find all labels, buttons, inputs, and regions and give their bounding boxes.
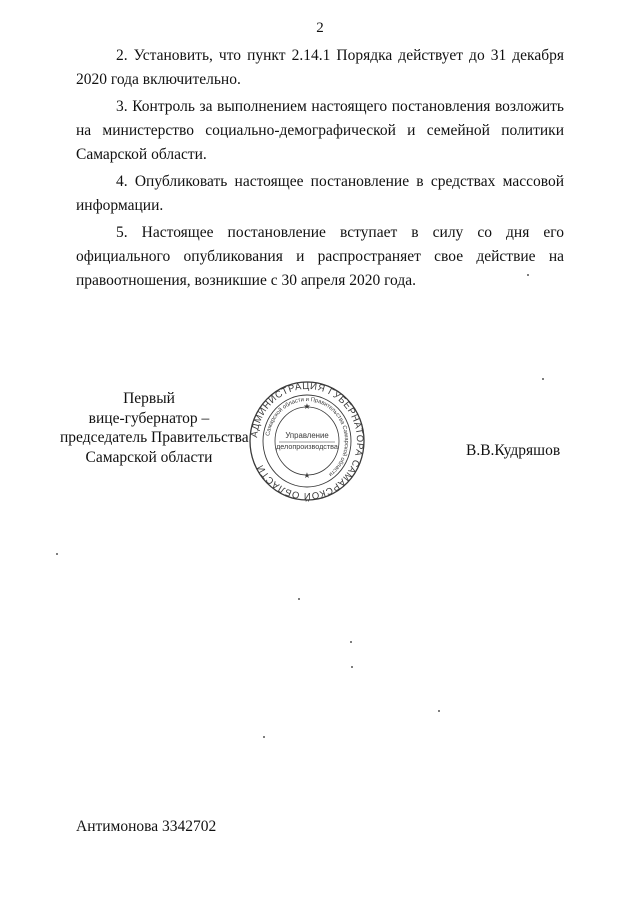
signatory-title-line: Первый [123, 390, 175, 407]
executor-note: Антимонова 3342702 [76, 818, 217, 835]
stamp-outer-text: АДМИНИСТРАЦИЯ ГУБЕРНАТОРА САМАРСКОЙ ОБЛАСТИ [249, 380, 366, 502]
scan-speck [56, 553, 58, 555]
star-icon: ★ [303, 402, 311, 411]
stamp-center-line: Управление [285, 431, 329, 440]
scan-speck [298, 598, 300, 600]
signatory-title-line: председатель Правительства [60, 429, 249, 446]
scan-speck [350, 641, 352, 643]
signatory-title [60, 389, 249, 467]
scan-speck [263, 736, 265, 738]
paragraph-5: 5. Настоящее постановление вступает в силу со дня его официального опубликования и распространяет свое действие на правоотношения, возникшие с 30 апреля 2020 года. [76, 224, 564, 289]
scan-speck [351, 666, 353, 668]
stamp-center-line: делопроизводства [276, 442, 338, 451]
page-number: 2 [316, 20, 324, 36]
scan-speck [542, 378, 544, 380]
stamp-inner-text: Самарской области и Правительства Самарской области [265, 396, 350, 478]
signer-name: В.В.Кудряшов [466, 442, 561, 459]
scan-speck [438, 710, 440, 712]
star-icon: ★ [303, 471, 311, 480]
official-stamp [248, 380, 366, 502]
scan-speck [527, 274, 529, 276]
document-body [76, 44, 564, 296]
signatory-title-line: вице-губернатор – [88, 409, 210, 427]
paragraph-3: 3. Контроль за выполнением настоящего постановления возложить на министерство социально-демографической и семейной политики Самарской области. [76, 98, 564, 163]
paragraph-2: 2. Установить, что пункт 2.14.1 Порядка действует до 31 декабря 2020 года включительно. [76, 47, 564, 88]
paragraph-4: 4. Опубликовать настоящее постановление в средствах массовой информации. [76, 173, 564, 214]
signatory-title-line: Самарской области [85, 448, 213, 466]
